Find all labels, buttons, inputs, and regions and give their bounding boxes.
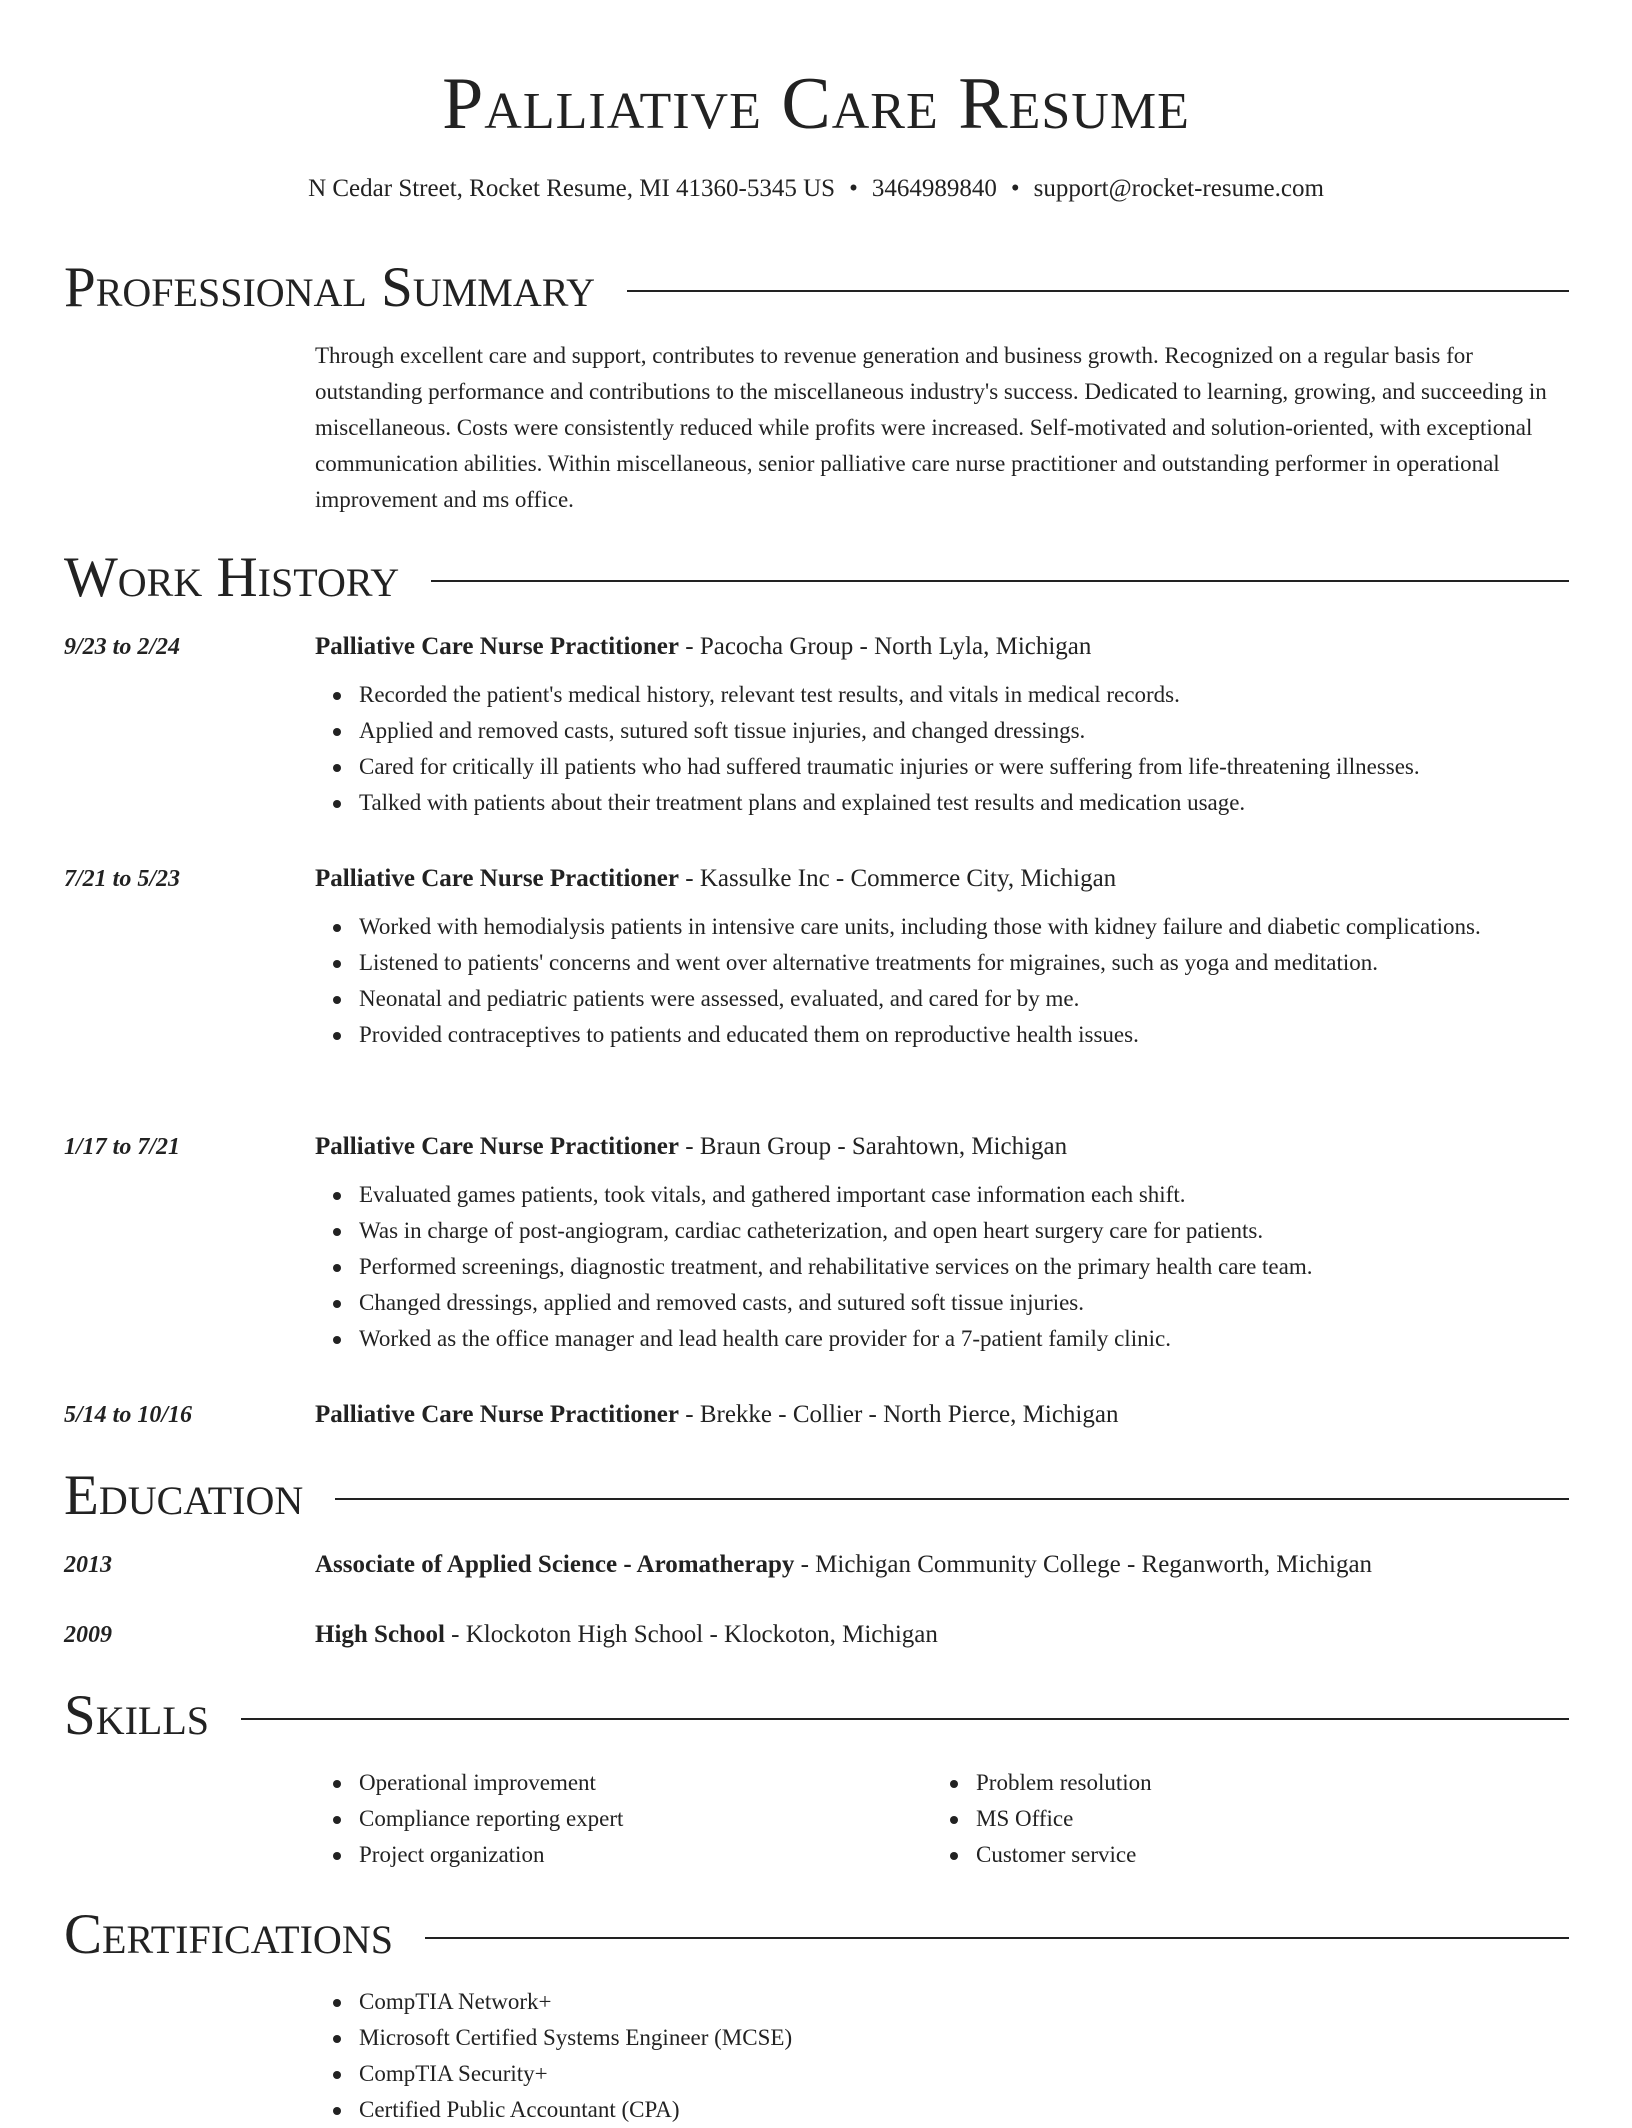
degree: Associate of Applied Science - Aromatherapy [315,1551,795,1578]
list-item: Worked with hemodialysis patients in intensive care units, including those with kidney failure and diabetic complications. [359,909,1559,945]
education-year: 2009 [64,1622,112,1648]
degree: High School [315,1621,445,1648]
skills-list-right [976,1765,1536,1873]
certification-item: Certified Public Accountant (CPA) [359,2092,1459,2128]
summary-text: Through excellent care and support, contributes to revenue generation and business growth. Recognized on a regular basis for outstanding performance and contributions to the miscellaneous industry's success. Dedicated to learning, growing, and succeeding in miscellaneous. Costs were consistently reduced while profits were increased. Self-motivated and solution-oriented, with exceptional communication abilities. Within miscellaneous, senior palliative care nurse practitioner and outstanding performer in operational improvement and ms office. [315,343,1547,512]
work-heading [315,1129,1565,1165]
work-dates: 7/21 to 5/23 [64,866,181,892]
resume-title: Palliative Care Resume [442,63,1190,145]
work-dates: 9/23 to 2/24 [64,634,181,660]
section-rule [431,580,1569,582]
contact-line [0,172,1632,206]
certification-item: CompTIA Network+ [359,1984,1459,2020]
section-rule [241,1718,1569,1720]
separator: • [849,175,858,202]
skill-item: Customer service [976,1837,1536,1873]
education-year: 2013 [64,1552,112,1578]
list-item: Evaluated games patients, took vitals, and gathered important case information each shift. [359,1177,1559,1213]
section-title: Skills [64,1684,210,1747]
job-title: Palliative Care Nurse Practitioner [315,1401,680,1428]
section-rule [627,290,1569,292]
list-item: Was in charge of post-angiogram, cardiac catheterization, and open heart surgery care for patients. [359,1213,1559,1249]
job-details: - Braun Group - Sarahtown, Michigan [679,1133,1068,1160]
work-heading [315,629,1565,665]
skill-item: Problem resolution [976,1765,1536,1801]
section-title: Work History [64,546,400,609]
list-item: Provided contraceptives to patients and educated them on reproductive health issues. [359,1017,1559,1053]
work-dates: 1/17 to 7/21 [64,1134,181,1160]
skills-list-left [359,1765,919,1873]
separator: • [1010,175,1020,202]
skill-item: Project organization [359,1837,919,1873]
section-title: Education [64,1464,304,1527]
job-details: - Kassulke Inc - Commerce City, Michigan [679,865,1117,892]
certification-item: CompTIA Security+ [359,2056,1459,2092]
email: support@rocket-resume.com [1033,175,1324,202]
phone: 3464989840 [871,175,997,202]
job-details: - Brekke - Collier - North Pierce, Michigan [679,1401,1119,1428]
list-item: Changed dressings, applied and removed casts, and sutured soft tissue injuries. [359,1285,1559,1321]
skill-item: MS Office [976,1801,1536,1837]
school-details: - Klockoton High School - Klockoton, Michigan [444,1621,938,1648]
section-education-heading [64,1464,1569,1528]
section-title: Professional Summary [64,256,596,319]
education-heading [315,1547,1565,1583]
list-item: Recorded the patient's medical history, relevant test results, and vitals in medical records. [359,677,1559,713]
section-certifications-heading [64,1903,1569,1967]
list-item: Talked with patients about their treatment plans and explained test results and medication usage. [359,785,1559,821]
job-details: - Pacocha Group - North Lyla, Michigan [679,633,1092,660]
list-item: Listened to patients' concerns and went over alternative treatments for migraines, such as yoga and meditation. [359,945,1559,981]
work-bullets [359,1177,1559,1357]
list-item: Applied and removed casts, sutured soft tissue injuries, and changed dressings. [359,713,1559,749]
work-heading [315,1397,1565,1433]
certification-item: Microsoft Certified Systems Engineer (MCSE) [359,2020,1459,2056]
work-bullets [359,677,1559,821]
section-skills-heading [64,1684,1569,1748]
section-summary-heading [64,256,1569,320]
certifications-list [359,1984,1459,2128]
job-title: Palliative Care Nurse Practitioner [315,633,680,660]
section-rule [425,1937,1569,1939]
job-title: Palliative Care Nurse Practitioner [315,865,680,892]
list-item: Neonatal and pediatric patients were assessed, evaluated, and cared for by me. [359,981,1559,1017]
skill-item: Compliance reporting expert [359,1801,919,1837]
work-dates: 5/14 to 10/16 [64,1402,193,1428]
section-rule [335,1498,1569,1500]
address: N Cedar Street, Rocket Resume, MI 41360-5345 US [308,175,836,202]
list-item: Worked as the office manager and lead health care provider for a 7-patient family clinic. [359,1321,1559,1357]
section-title: Certifications [64,1903,393,1966]
job-title: Palliative Care Nurse Practitioner [315,1133,680,1160]
work-bullets [359,909,1559,1053]
list-item: Cared for critically ill patients who had suffered traumatic injuries or were suffering from life-threatening illnesses. [359,749,1559,785]
work-heading [315,861,1565,897]
list-item: Performed screenings, diagnostic treatment, and rehabilitative services on the primary health care team. [359,1249,1559,1285]
education-heading [315,1617,1565,1653]
skill-item: Operational improvement [359,1765,919,1801]
school-details: - Michigan Community College - Reganworth, Michigan [794,1551,1373,1578]
section-work-heading [64,546,1569,610]
